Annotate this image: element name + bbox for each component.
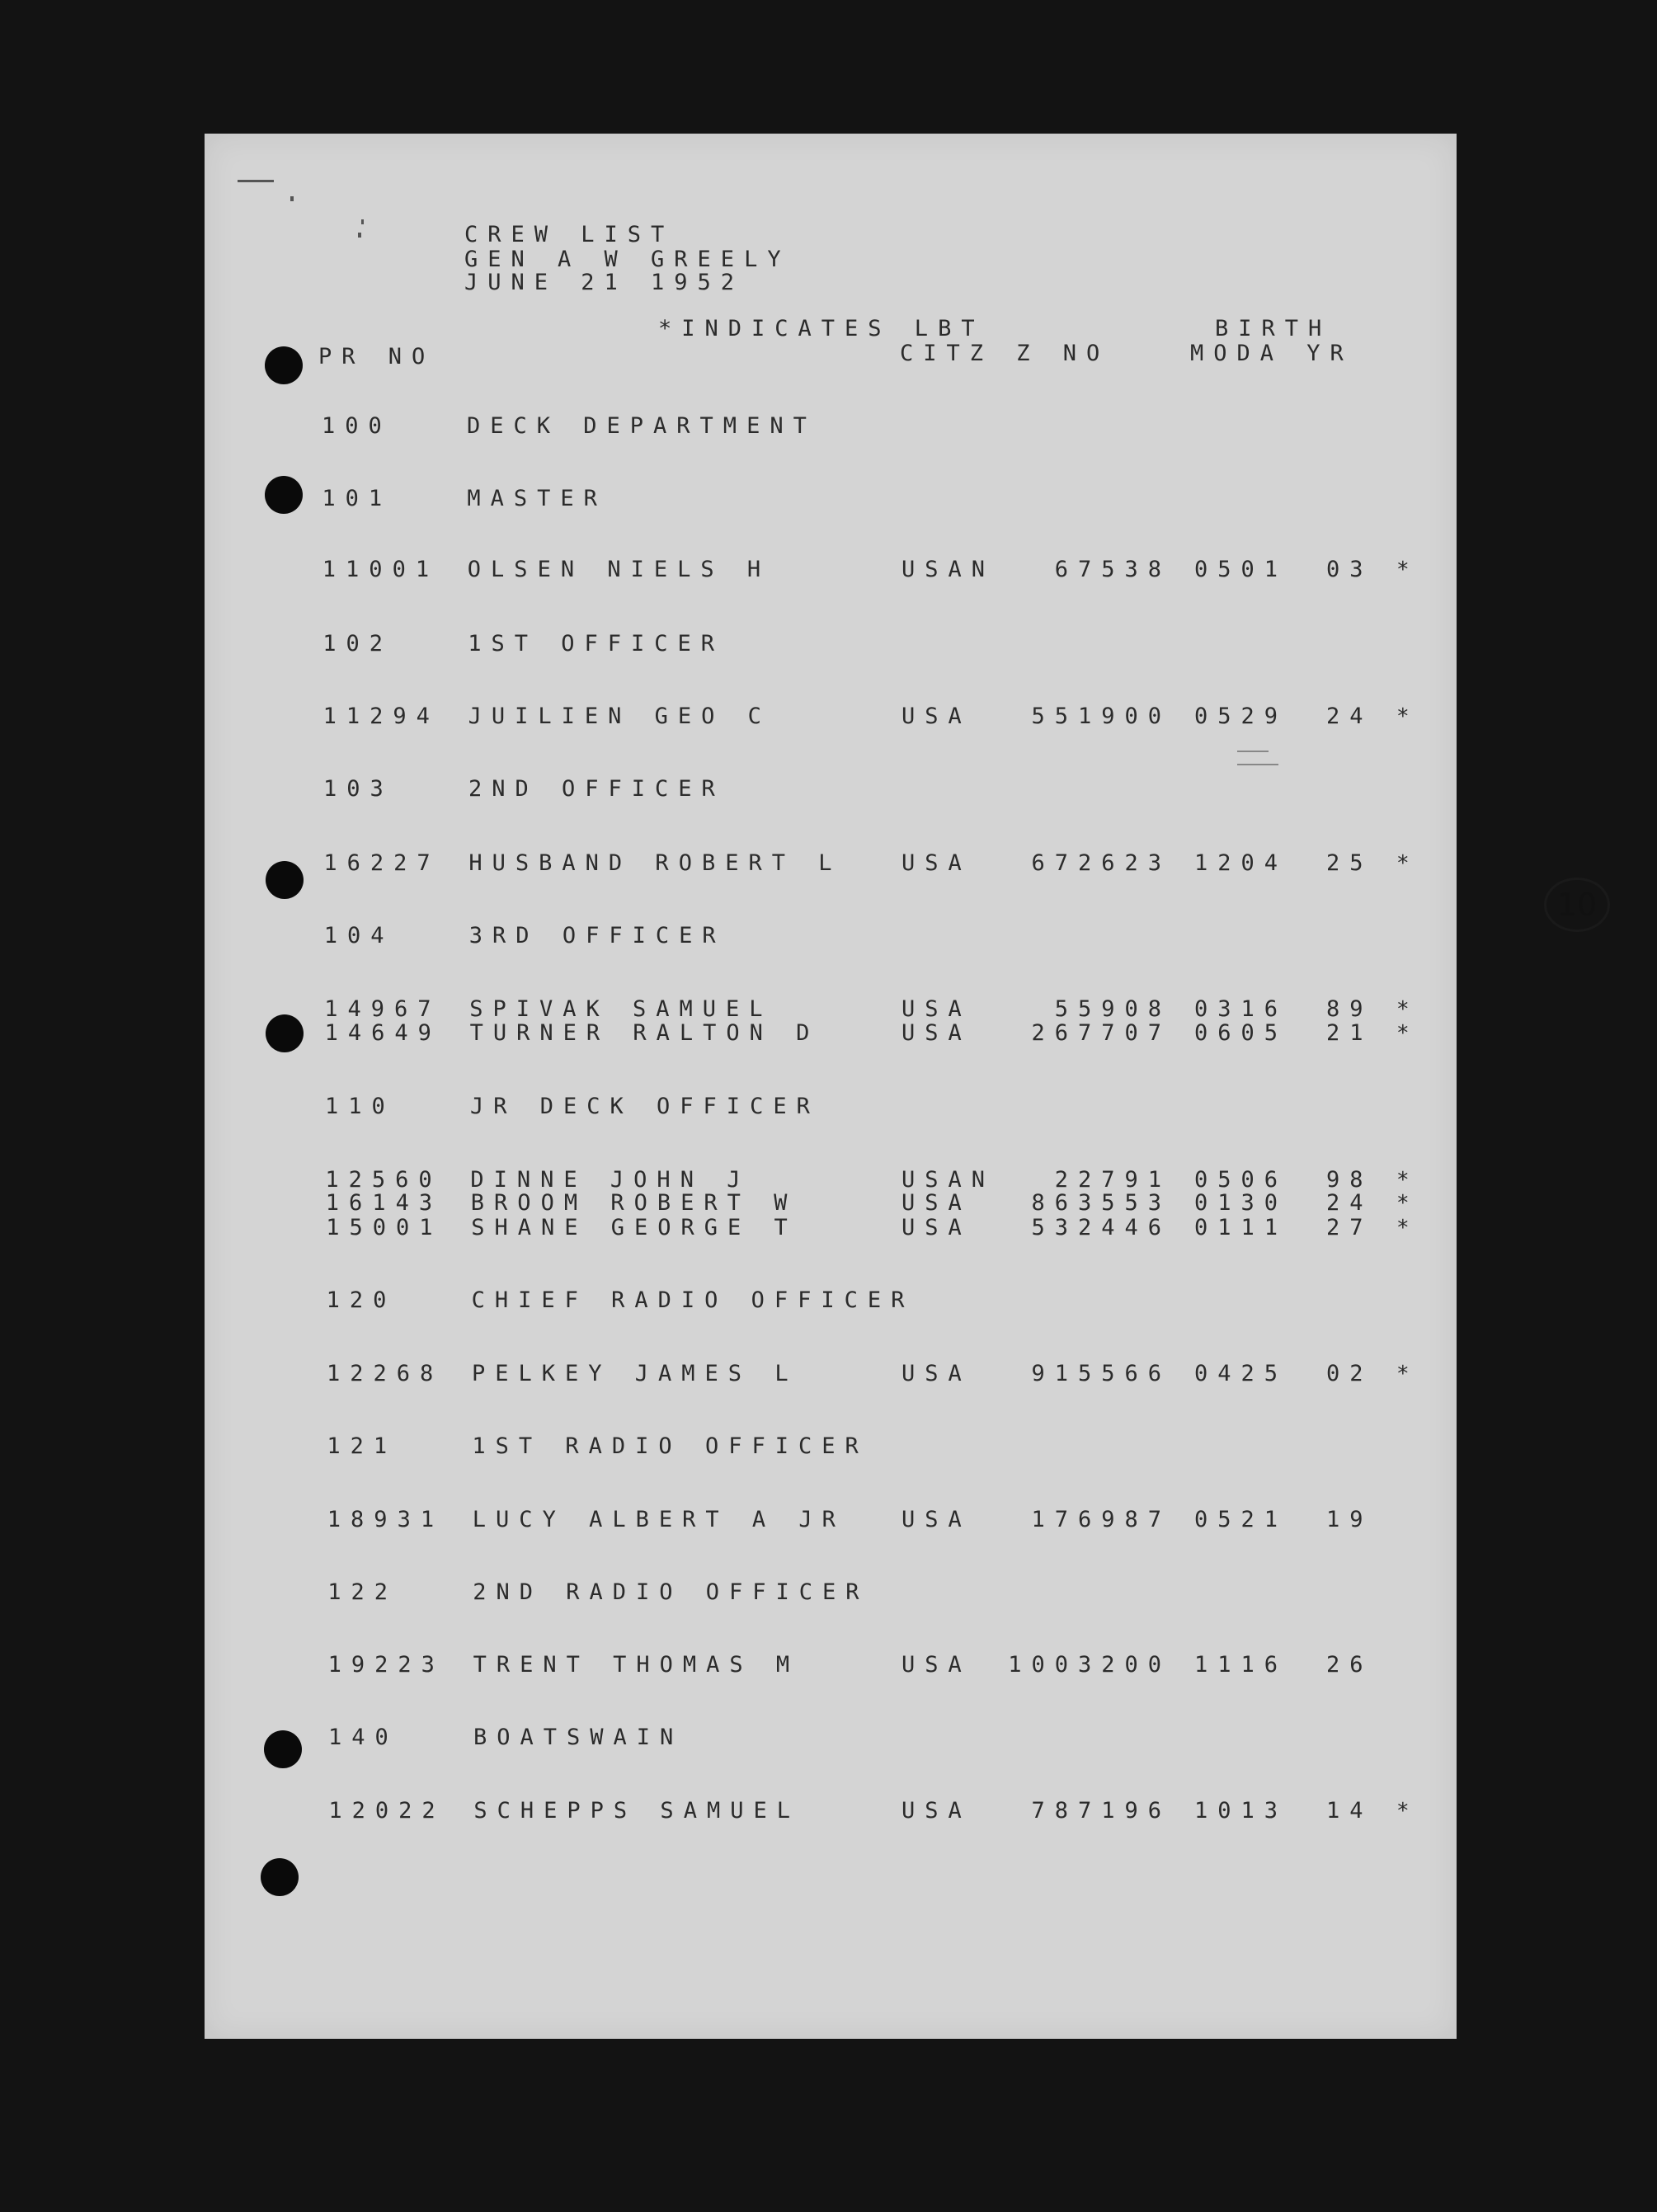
ink-smudge [238,180,274,182]
citizenship: USA [901,1507,972,1532]
payroll-number: 12560 [325,1167,442,1193]
birth-year: 02 [1326,1361,1373,1386]
citizenship: USA [901,1652,972,1678]
crew-member-name: PELKEY JAMES L [472,1361,798,1386]
position-title: 2ND RADIO OFFICER [473,1579,869,1605]
lbt-asterisk: * [1396,1799,1410,1824]
birth-moda: 0605 [1194,1020,1288,1046]
birth-year: 25 [1326,850,1373,876]
birth-moda: 1116 [1194,1652,1288,1678]
crew-member-name: SHANE GEORGE T [471,1215,798,1240]
lbt-asterisk: * [1396,1216,1410,1240]
birth-moda: 0529 [1194,704,1288,729]
lbt-asterisk: * [1396,704,1410,729]
lbt-asterisk: * [1396,1021,1410,1046]
citizenship: USA [901,704,972,729]
z-number: 863553 [1031,1190,1171,1216]
crew-member-name: JUILIEN GEO C [468,704,771,729]
birth-moda: 1204 [1194,850,1288,876]
crew-member-name: TURNER RALTON D [469,1020,820,1046]
birth-moda: 0425 [1194,1361,1288,1386]
position-title: DECK DEPARTMENT [467,413,817,439]
position-code: 104 [323,923,394,948]
citizenship: USA [901,1215,972,1240]
birth-year: 03 [1326,557,1373,582]
payroll-number: 16143 [325,1190,443,1216]
moda-yr-heading: MODA YR [1190,341,1353,366]
ink-smudge [1237,751,1269,752]
crew-member-name: SPIVAK SAMUEL [469,996,773,1022]
birth-year: 24 [1326,704,1373,729]
position-title: 1ST RADIO OFFICER [472,1433,869,1459]
birth-year: 21 [1326,1020,1373,1046]
crew-list-sheet [205,134,1598,2039]
z-number: 532446 [1031,1215,1171,1240]
citizenship: USAN [901,557,996,582]
crew-member-name: BROOM ROBERT W [470,1190,798,1216]
position-title: 1ST OFFICER [468,631,724,657]
z-number: 551900 [1031,704,1171,729]
page-number-stamp: 10 [1544,878,1610,932]
z-number: 176987 [1031,1507,1171,1532]
position-code: 103 [323,776,393,802]
citizenship: USA [901,996,972,1022]
birth-moda: 0111 [1194,1215,1288,1240]
lbt-asterisk: * [1396,851,1410,876]
ink-smudge [361,219,364,224]
ink-smudge [1237,764,1278,765]
punch-hole [266,861,304,899]
lbt-asterisk: * [1396,558,1410,582]
payroll-number: 14649 [324,1020,441,1046]
z-number: 787196 [1031,1798,1171,1824]
punch-hole [264,1730,302,1768]
birth-year: 19 [1326,1507,1373,1532]
position-code: 102 [322,631,393,657]
position-title: BOATSWAIN [473,1725,684,1750]
position-code: 110 [325,1094,395,1119]
payroll-number: 12022 [328,1798,445,1824]
citizenship: USA [901,1361,972,1386]
citz-z-no-heading: CITZ Z NO [900,341,1110,366]
payroll-number: 12268 [327,1361,444,1386]
birth-moda: 0501 [1194,557,1288,582]
lbt-legend: *INDICATES LBT [658,316,985,341]
position-title: 2ND OFFICER [468,776,725,802]
position-title: JR DECK OFFICER [470,1094,820,1119]
lbt-asterisk: * [1396,1168,1410,1193]
citizenship: USA [901,1798,972,1824]
lbt-asterisk: * [1396,1191,1410,1216]
position-code: 140 [328,1725,398,1750]
payroll-number: 11001 [322,557,440,582]
punch-hole [265,346,303,384]
position-code: 121 [327,1433,398,1459]
birth-heading: BIRTH [1215,316,1332,341]
ink-smudge [290,196,294,201]
birth-year: 14 [1326,1798,1373,1824]
birth-year: 24 [1326,1190,1373,1216]
birth-year: 89 [1326,996,1373,1022]
punch-hole [266,1014,304,1052]
birth-year: 98 [1326,1167,1373,1193]
position-code: 101 [322,486,393,511]
ink-smudge [358,233,361,238]
crew-member-name: LUCY ALBERT A JR [472,1507,845,1532]
crew-member-name: TRENT THOMAS M [473,1652,800,1678]
vessel-name: GEN A W GREELY [464,247,791,272]
crew-member-name: SCHEPPS SAMUEL [473,1798,800,1824]
crew-member-name: OLSEN NIELS H [467,557,771,582]
document-title: CREW LIST [464,222,675,247]
z-number: 55908 [1054,996,1171,1022]
position-code: 100 [322,413,392,439]
birth-moda: 0316 [1194,996,1288,1022]
crew-member-name: HUSBAND ROBERT L [468,850,842,876]
document-date: JUNE 21 1952 [464,270,745,295]
payroll-number: 19223 [327,1652,445,1678]
birth-year: 27 [1326,1215,1373,1240]
z-number: 672623 [1031,850,1171,876]
z-number: 1003200 [1008,1652,1171,1678]
citizenship: USA [901,1190,972,1216]
birth-moda: 0521 [1194,1507,1288,1532]
citizenship: USAN [901,1167,996,1193]
z-number: 915566 [1031,1361,1171,1386]
z-number: 267707 [1031,1020,1171,1046]
z-number: 67538 [1054,557,1171,582]
birth-moda: 1013 [1194,1798,1288,1824]
position-title: MASTER [467,486,607,511]
punch-hole [261,1858,299,1896]
citizenship: USA [901,850,972,876]
payroll-number: 14967 [324,996,441,1022]
position-title: CHIEF RADIO OFFICER [471,1287,915,1313]
punch-hole [265,476,303,514]
pr-no-heading: PR NO [318,344,435,369]
lbt-asterisk: * [1396,1362,1410,1386]
position-code: 120 [326,1287,397,1313]
lbt-asterisk: * [1396,997,1410,1022]
z-number: 22791 [1054,1167,1171,1193]
payroll-number: 15001 [326,1215,443,1240]
birth-year: 26 [1326,1652,1373,1678]
payroll-number: 11294 [322,704,440,729]
position-code: 122 [327,1579,398,1605]
position-title: 3RD OFFICER [468,923,726,948]
birth-moda: 0130 [1194,1190,1288,1216]
payroll-number: 18931 [327,1507,445,1532]
birth-moda: 0506 [1194,1167,1288,1193]
payroll-number: 16227 [323,850,440,876]
citizenship: USA [901,1020,972,1046]
crew-member-name: DINNE JOHN J [470,1167,751,1193]
